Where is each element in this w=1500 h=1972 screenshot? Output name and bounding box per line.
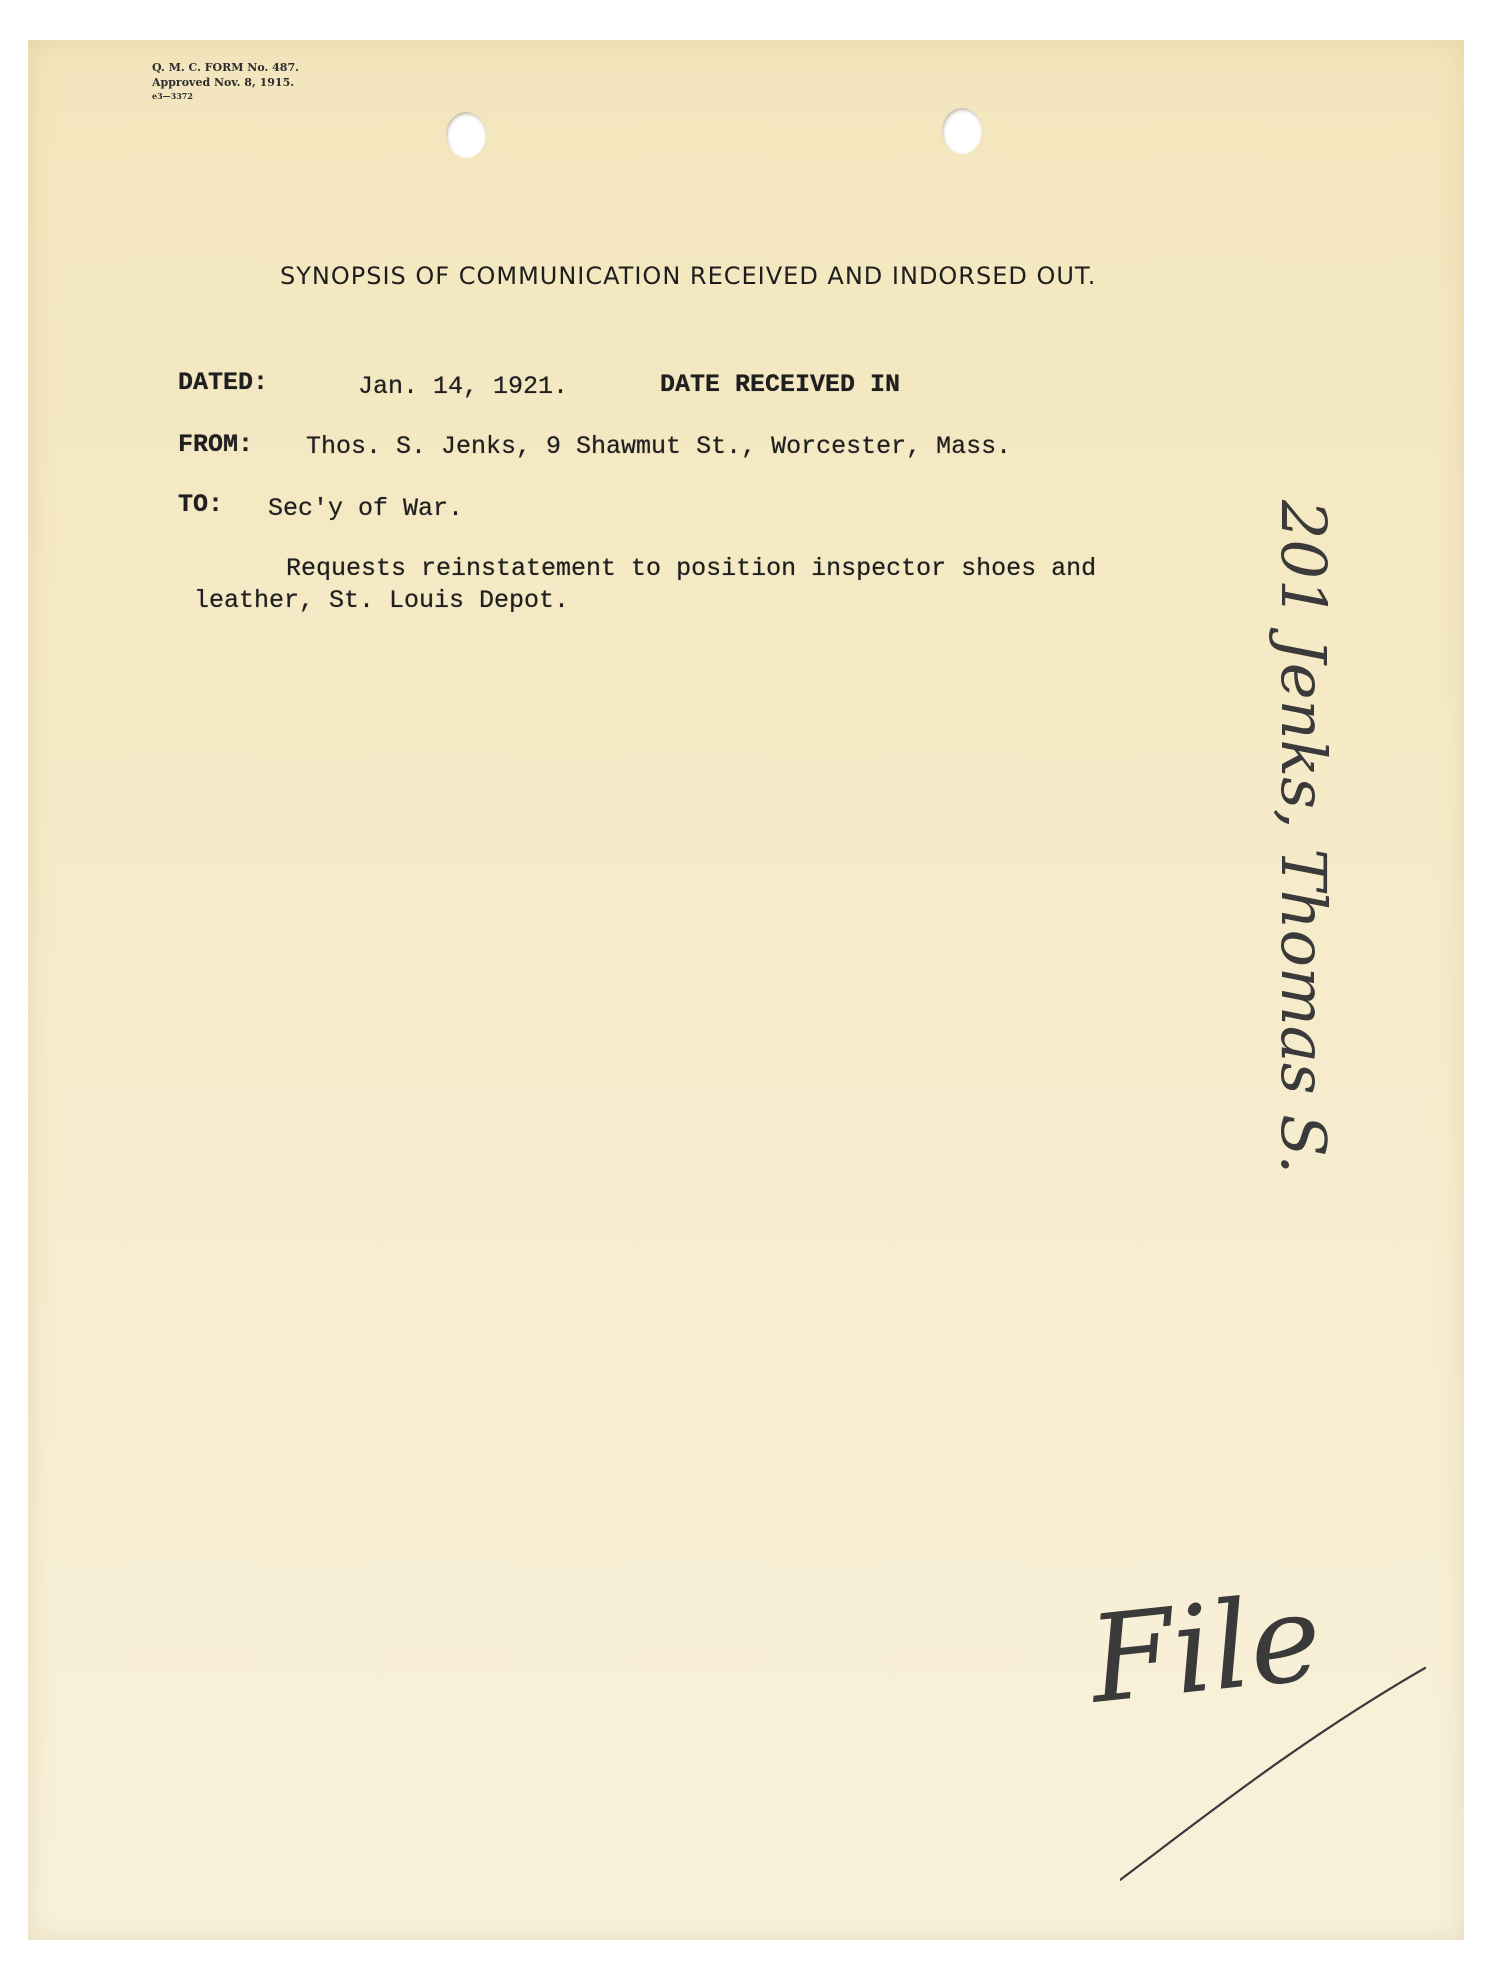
synopsis-line-2: leather, St. Louis Depot. — [194, 586, 570, 615]
handwritten-file-note: File — [1083, 1568, 1328, 1731]
synopsis-line-1: Requests reinstatement to position inspector shoes and — [286, 554, 1097, 583]
document-title: SYNOPSIS OF COMMUNICATION RECEIVED AND INDORSED OUT. — [280, 262, 1097, 290]
file-pen-stroke — [1120, 1660, 1430, 1890]
punch-hole-left — [446, 112, 486, 158]
from-value: Thos. S. Jenks, 9 Shawmut St., Worcester, Mass. — [306, 432, 1012, 461]
form-print-code: e3—3372 — [152, 91, 193, 101]
dated-value: Jan. 14, 1921. — [358, 372, 569, 401]
to-value: Sec'y of War. — [268, 494, 464, 523]
form-number: Q. M. C. FORM No. 487. — [152, 61, 299, 74]
form-approval-date: Approved Nov. 8, 1915. — [152, 76, 295, 89]
dated-label: DATED: — [178, 368, 269, 397]
punch-hole-right — [942, 108, 982, 154]
to-label: TO: — [178, 490, 224, 519]
handwritten-margin-note: 201 Jenks, Thomas S. — [1267, 500, 1340, 1175]
date-received-label: DATE RECEIVED IN — [660, 370, 901, 399]
from-label: FROM: — [178, 430, 254, 459]
form-identifier — [152, 60, 299, 102]
